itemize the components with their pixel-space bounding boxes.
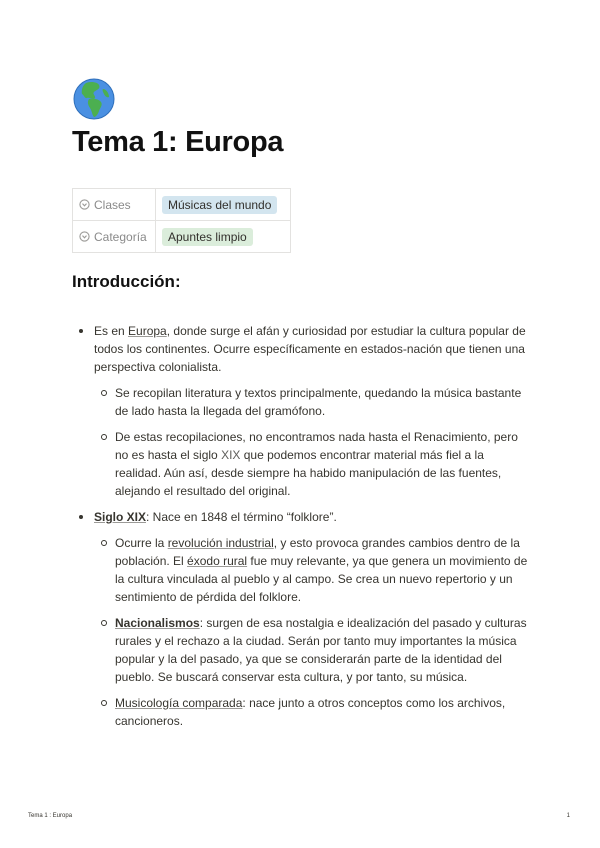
link-musicologia-comparada[interactable]: Musicología comparada bbox=[115, 696, 243, 710]
properties-table bbox=[72, 188, 291, 253]
text: : surgen de esa nostalgia e idealización del pasado y culturas rurales y el rechazo a la ciudad. Serán por tanto muy importantes la música popular y la del pasado, ya que se considerarán parte de la identidad del pueblo. Se buscará conservar esta cultura, y por tanto, su música. bbox=[115, 616, 527, 684]
footer-title: Tema 1 : Europa bbox=[28, 813, 73, 819]
text: De estas recopilaciones, no encontramos nada hasta el Renacimiento, pero no es hasta el siglo bbox=[115, 430, 518, 462]
list-item bbox=[72, 508, 532, 730]
bullet-list bbox=[72, 322, 532, 730]
sub-bullet-list bbox=[94, 384, 532, 500]
hollow-bullet-icon bbox=[101, 434, 107, 440]
select-property-icon bbox=[79, 231, 90, 242]
text: : Nace en 1848 el término “folklore”. bbox=[146, 510, 337, 524]
tag-musicas-del-mundo[interactable]: Músicas del mundo bbox=[162, 196, 277, 214]
list-item bbox=[72, 322, 532, 500]
text: , donde surge el afán y curiosidad por estudiar la cultura popular de todos los continentes. Ocurre específicamente en estados-nación que tienen una perspectiva colonialista. bbox=[94, 324, 526, 374]
roman-numeral: XIX bbox=[221, 448, 241, 462]
hollow-bullet-icon bbox=[101, 540, 107, 546]
link-revolucion-industrial[interactable]: revolución industrial bbox=[167, 536, 274, 550]
list-item bbox=[94, 694, 532, 730]
hollow-bullet-icon bbox=[101, 700, 107, 706]
sub-bullet-list bbox=[94, 534, 532, 730]
text: Ocurre la bbox=[115, 536, 168, 550]
page-number: 1 bbox=[566, 813, 570, 819]
hollow-bullet-icon bbox=[101, 620, 107, 626]
property-value-cell bbox=[156, 221, 291, 253]
list-item bbox=[94, 384, 532, 420]
link-europa[interactable]: Europa bbox=[128, 324, 167, 338]
property-key-categoria: Categoría bbox=[94, 229, 147, 244]
text: : nace junto a otros conceptos como los archivos, cancioneros. bbox=[115, 696, 506, 728]
text: que podemos encontrar material más fiel a la realidad. Aún así, desde siempre ha habido manipulación de las fuentes, alejando el resultado del original. bbox=[115, 448, 502, 498]
link-siglo-xix[interactable]: Siglo XIX bbox=[94, 510, 147, 524]
property-key-cell bbox=[73, 189, 156, 221]
globe-icon bbox=[72, 77, 116, 121]
link-nacionalismos[interactable]: Nacionalismos bbox=[115, 616, 200, 630]
text: fue muy relevante, ya que genera un movimiento de la cultura vinculada al pueblo y al campo. Se crea un nuevo repertorio y un sentimiento de pérdida del folklore. bbox=[115, 554, 528, 604]
property-key-clases: Clases bbox=[94, 197, 131, 212]
section-heading: Introducción: bbox=[72, 272, 181, 291]
text: Se recopilan literatura y textos principalmente, quedando la música bastante de lado hasta la llegada del gramófono. bbox=[115, 386, 522, 418]
property-row-categoria bbox=[73, 221, 291, 253]
list-item bbox=[94, 428, 532, 500]
list-item bbox=[94, 534, 532, 606]
link-exodo-rural[interactable]: éxodo rural bbox=[187, 554, 248, 568]
text: Es en bbox=[94, 324, 129, 338]
bullet-icon bbox=[79, 329, 83, 333]
select-property-icon bbox=[79, 199, 90, 210]
tag-apuntes-limpio[interactable]: Apuntes limpio bbox=[162, 228, 253, 246]
section-content bbox=[72, 322, 532, 738]
property-value-cell bbox=[156, 189, 291, 221]
bullet-icon bbox=[79, 515, 83, 519]
list-item bbox=[94, 614, 532, 686]
page-title: Tema 1: Europa bbox=[72, 126, 284, 158]
hollow-bullet-icon bbox=[101, 390, 107, 396]
text: , y esto provoca grandes cambios dentro de la población. El bbox=[115, 536, 520, 568]
property-key-cell bbox=[73, 221, 156, 253]
property-row-clases bbox=[73, 189, 291, 221]
